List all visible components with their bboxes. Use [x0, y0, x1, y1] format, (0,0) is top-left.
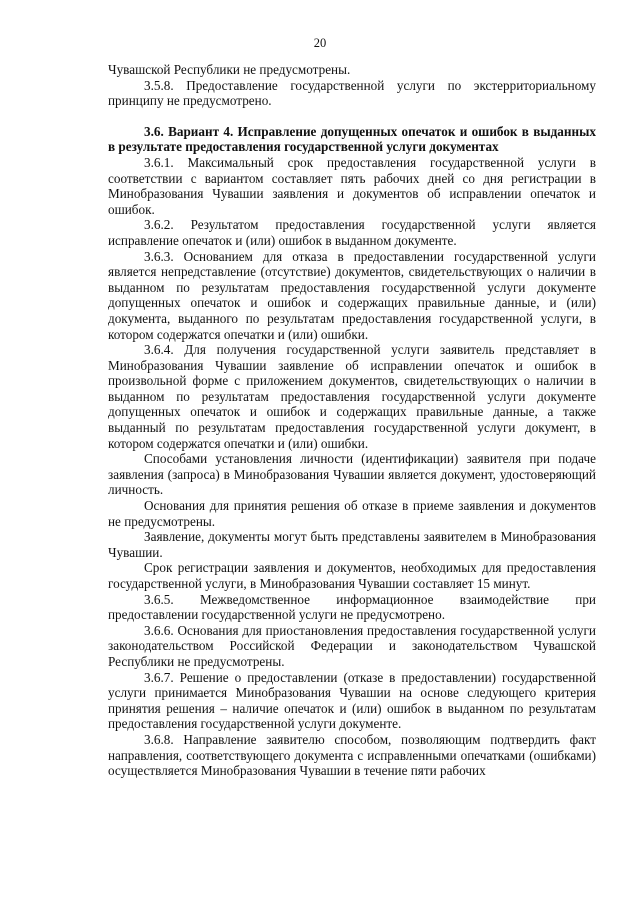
paragraph: 3.6.1. Максимальный срок предоставления государственной услуги в соответствии с вариантом составляет пять рабочих дней со дня регистрации в Минобразования Чувашии заявления и документов об исправлении опечаток и ошибок. — [108, 154, 596, 217]
paragraph: 3.6.8. Направление заявителю способом, позволяющим подтвердить факт направления, соответствующего документа с исправленными опечатками (ошибками) осуществляется Минобразования Чувашии в течение пяти рабочих — [108, 731, 596, 779]
paragraph: 3.6.2. Результатом предоставления государственной услуги является исправление опечаток и (или) ошибок в выданном документе. — [108, 217, 596, 248]
section-heading: 3.6. Вариант 4. Исправление допущенных опечаток и ошибок в выданных в результате предоставления государственной услуги документах — [108, 123, 596, 155]
paragraph: Чувашской Республики не предусмотрены. — [108, 62, 351, 77]
page-number: 20 — [313, 36, 327, 50]
paragraph: 3.6.3. Основанием для отказа в предоставлении государственной услуги является непредставление (отсутствие) документов, свидетельствующих о наличии в выданном по результатам предоставления государственной услуги документе допущенных опечаток и ошибок и содержащих правильные данные, и (или) документа, выданного по результатам предоставления государственной услуги, в котором содержатся опечатки и (или) ошибки. — [108, 248, 596, 342]
paragraph: Способами установления личности (идентификации) заявителя при подаче заявления (запроса) в Минобразования Чувашии является документ, удостоверяющий личность. — [108, 451, 596, 498]
paragraph: 3.6.5. Межведомственное информационное взаимодействие при предоставлении государственной услуги не предусмотрено. — [108, 591, 596, 623]
paragraph: Срок регистрации заявления и документов, необходимых для предоставления государственной услуги, в Минобразования Чувашии составляет 15 минут. — [108, 560, 596, 591]
paragraph: 3.6.6. Основания для приостановления предоставления государственной услуги законодательством Российской Федерации и законодательством Чувашской Республики не предусмотрены. — [108, 622, 596, 669]
paragraph: Заявление, документы могут быть представлены заявителем в Минобразования Чувашии. — [108, 529, 596, 560]
paragraph: 3.6.7. Решение о предоставлении (отказе в предоставлении) государственной услуги принимается Минобразования Чувашии на основе следующего критерия принятия решения – наличие опечаток и (или) ошибок в выданном по результатам предоставления государственной услуги документе. — [108, 669, 596, 732]
paragraph: 3.5.8. Предоставление государственной услуги по экстерриториальному принципу не предусмотрено. — [108, 77, 596, 109]
paragraph: 3.6.4. Для получения государственной услуги заявитель представляет в Минобразования Чувашии заявление об исправлении опечаток и ошибок в произвольной форме с приложением документов, свидетельствующих о наличии в выданном по результатам предоставления государственной услуги документе допущенных опечаток и ошибок и содержащих правильные данные, а также выданный по результатам предоставления государственной услуги документ, в котором содержатся опечатки и (или) ошибки. — [108, 342, 596, 451]
document-body — [108, 62, 596, 779]
paragraph: Основания для принятия решения об отказе в приеме заявления и документов не предусмотрены. — [108, 498, 596, 529]
